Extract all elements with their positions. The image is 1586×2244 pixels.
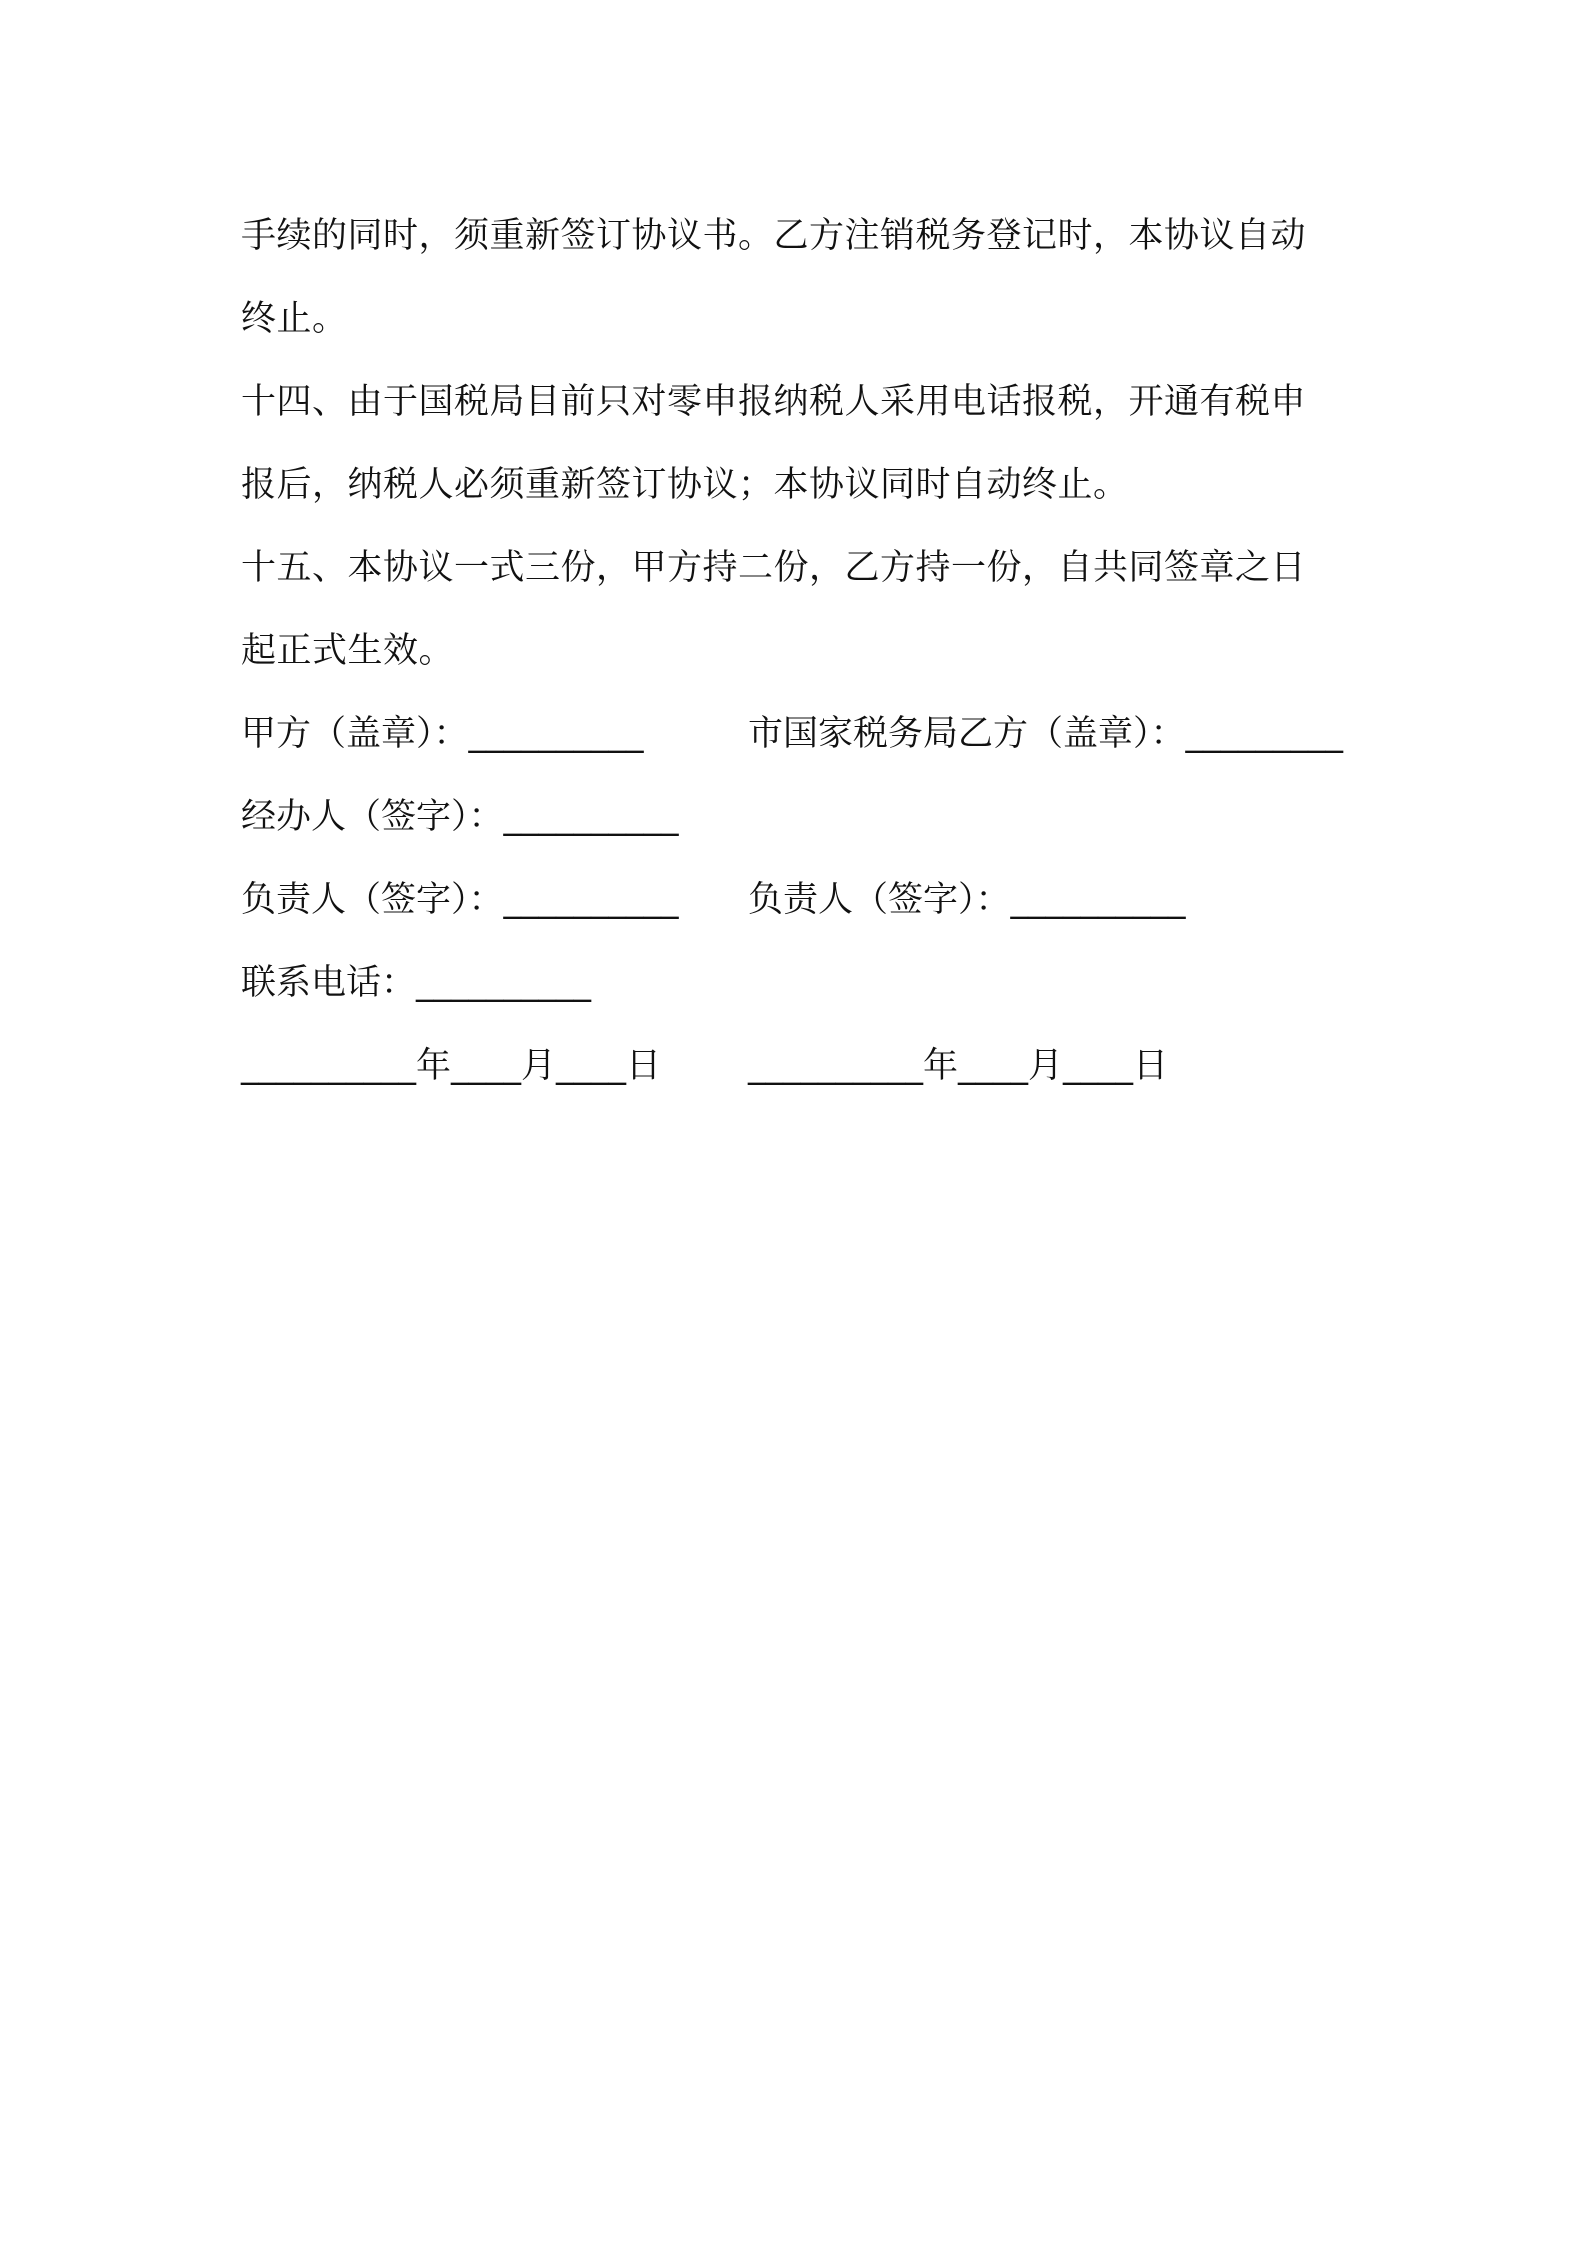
- date-row: [241, 1025, 1351, 1108]
- party-a-seal-field: 甲方（盖章）：__________: [241, 714, 644, 754]
- document-body: [241, 195, 1351, 1108]
- clause-14-line-2: 报后，纳税人必须重新签订协议；本协议同时自动终止。: [241, 465, 1129, 505]
- date-b-field: __________年____月____日: [748, 1046, 1169, 1086]
- responsible-row: [241, 859, 1351, 942]
- seal-row: [241, 693, 1351, 776]
- responsible-a-field: 负责人（签字）：__________: [241, 880, 679, 920]
- handler-sign-field: 经办人（签字）：__________: [241, 797, 679, 837]
- clause-14-line-1: 十四、由于国税局目前只对零申报纳税人采用电话报税，开通有税申: [241, 382, 1307, 422]
- responsible-b-field: 负责人（签字）：__________: [748, 880, 1186, 920]
- clause-15-line-2: 起正式生效。: [241, 631, 455, 671]
- phone-row: [241, 942, 1351, 1025]
- clause-15-line-1: 十五、本协议一式三份，甲方持二份，乙方持一份，自共同签章之日: [241, 548, 1307, 588]
- clause-13-line-2: 终止。: [241, 299, 348, 339]
- party-b-seal-field: 市国家税务局乙方（盖章）：_________: [748, 714, 1344, 754]
- clause-13-line-1: 手续的同时，须重新签订协议书。乙方注销税务登记时，本协议自动: [241, 216, 1307, 256]
- date-a-field: __________年____月____日: [241, 1046, 662, 1086]
- handler-row: [241, 776, 1351, 859]
- phone-field: 联系电话：__________: [241, 963, 592, 1003]
